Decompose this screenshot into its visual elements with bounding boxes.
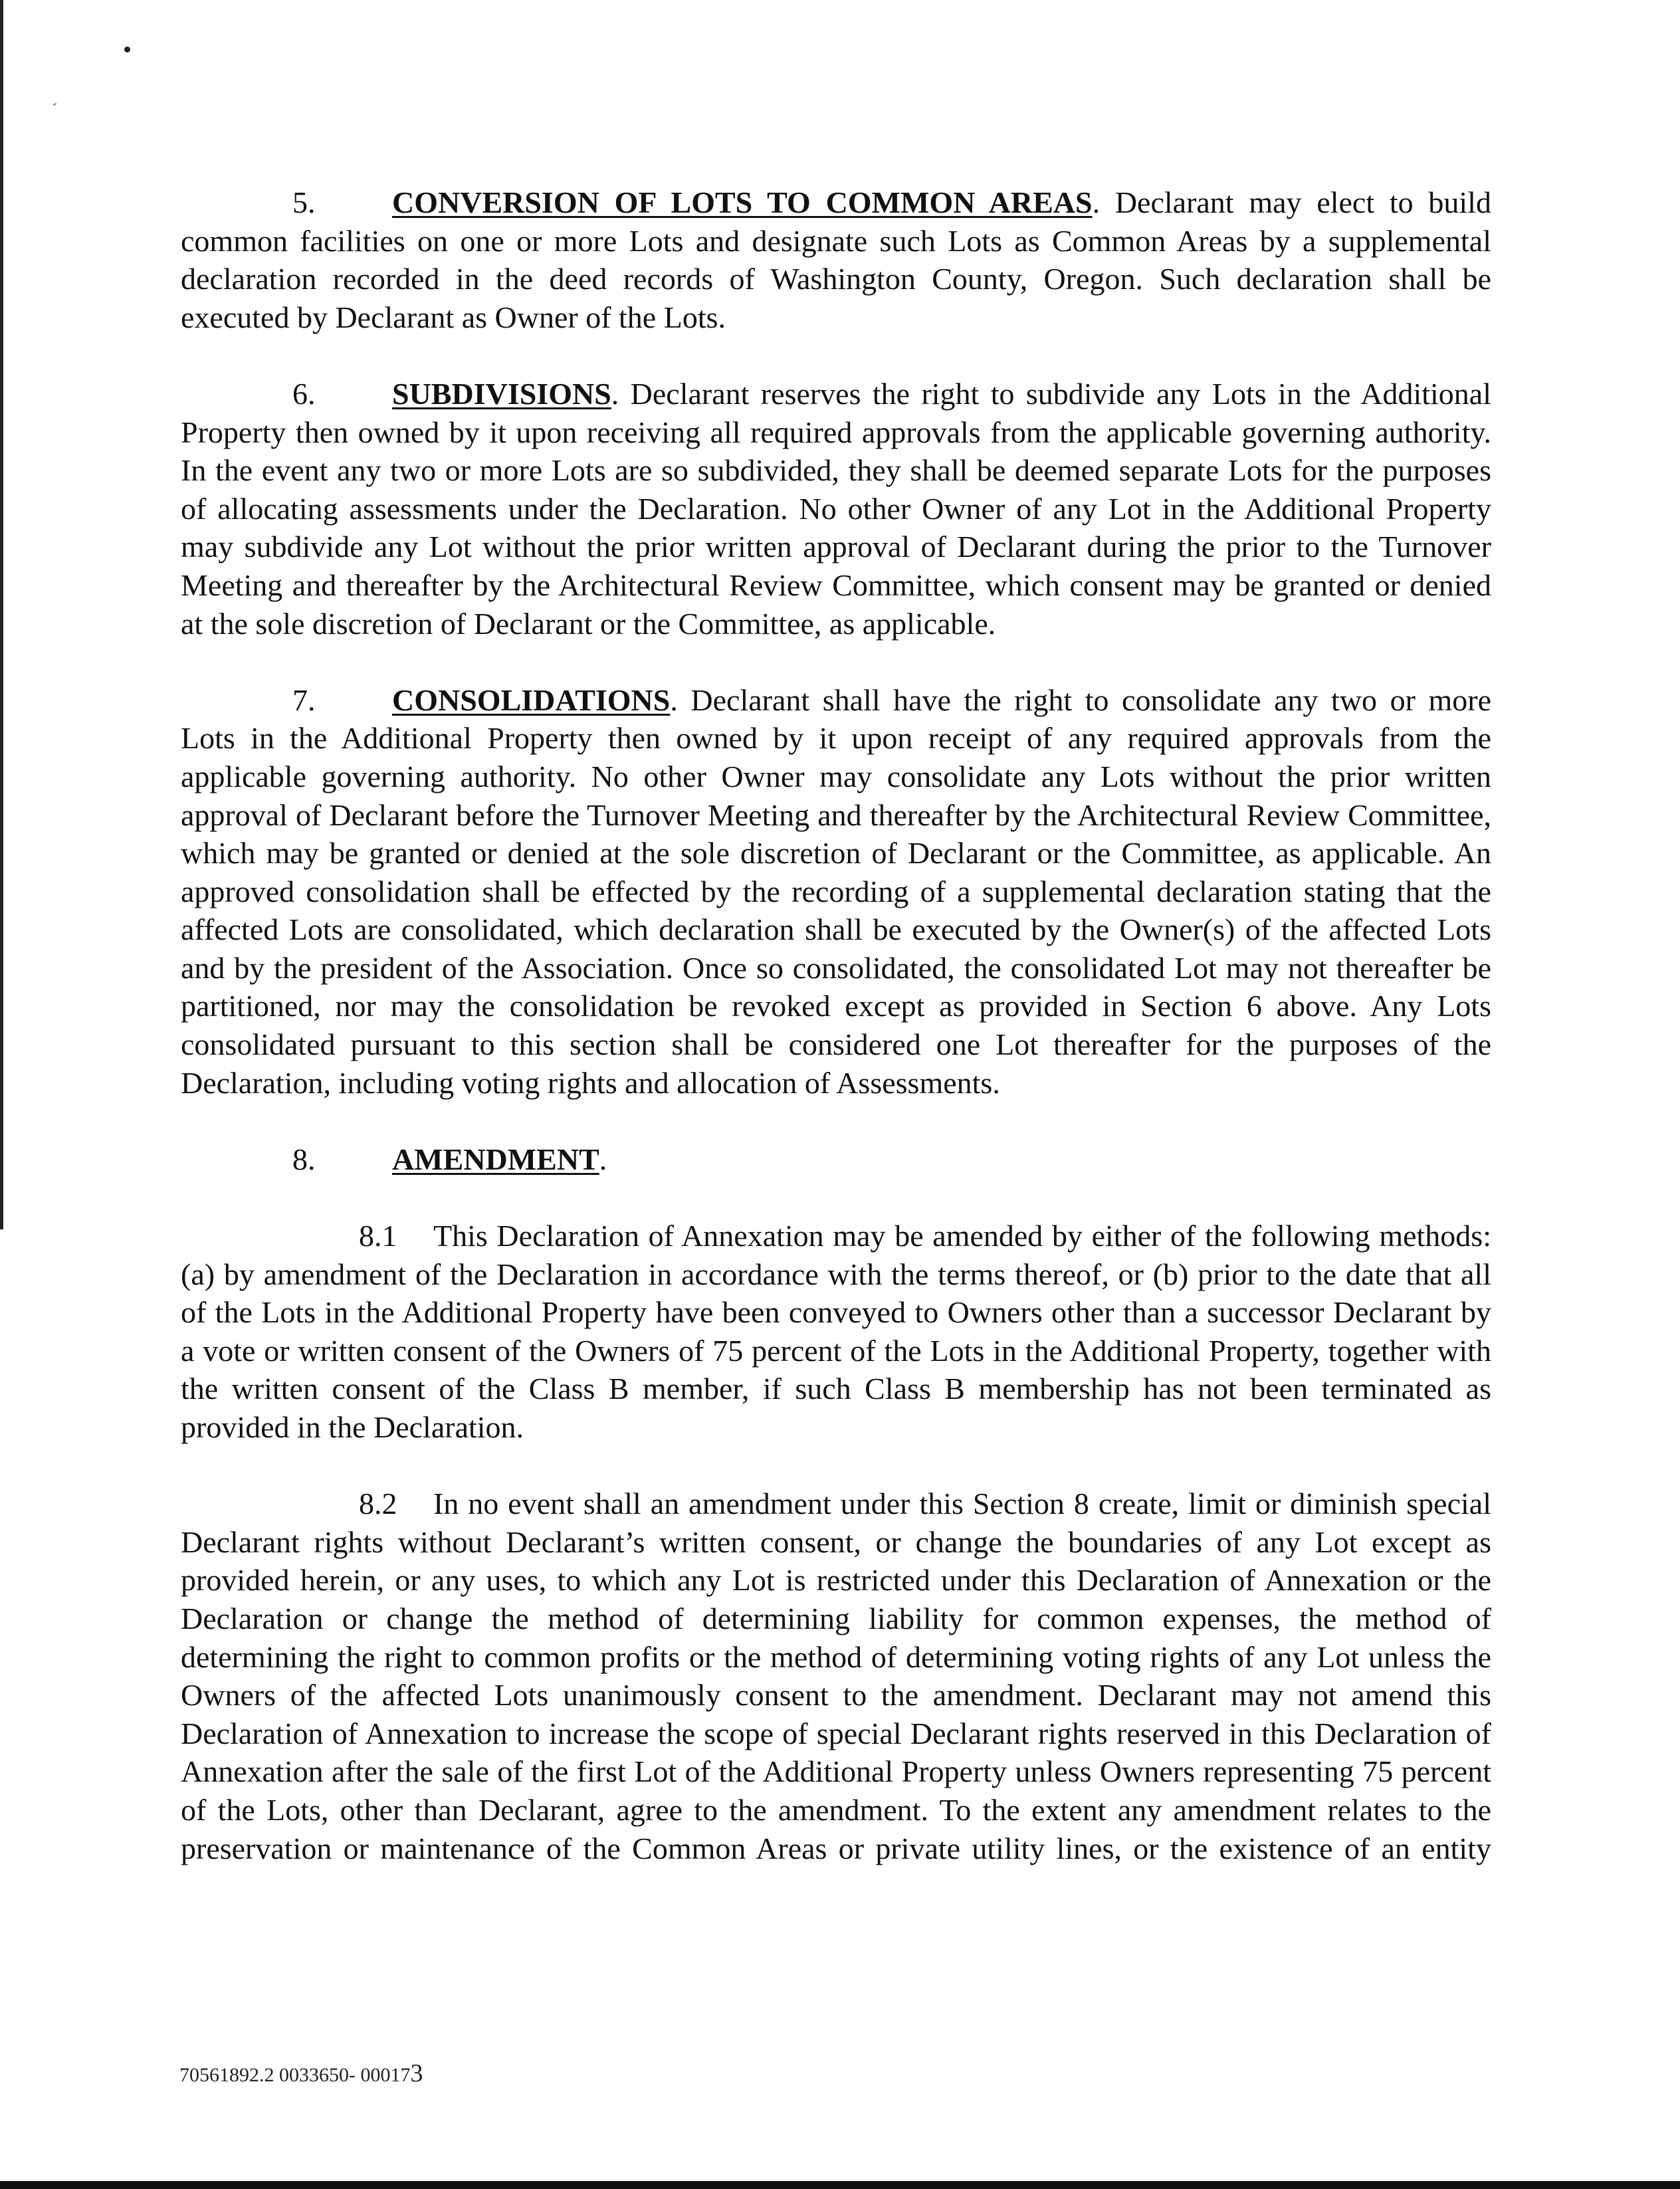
section-heading: SUBDIVISIONS: [392, 376, 611, 411]
section-6: [181, 375, 1491, 643]
subsection-text: This Declaration of Annexation may be amended by either of the following methods: (a) by amendment of the Declaration in accordance with the terms thereof, or (b) prior to the date that all of the Lots in the Additional Property have been conveyed to Owners other than a successor Declarant by a vote or written consent of the Owners of 75 percent of the Lots in the Additional Property, together with the written consent of the Class B member, if such Class B membership has not been terminated as provided in the Declaration.: [181, 1219, 1491, 1444]
section-number: 6.: [292, 376, 316, 411]
section-number: 5.: [292, 185, 316, 219]
section-text: . Declarant reserves the right to subdivide any Lots in the Additional Property then owned by it upon receiving all required approvals from the applicable governing authority. In the event any two or more Lots are so subdivided, they shall be deemed separate Lots for the purposes of allocating assessments under the Declaration. No other Owner of any Lot in the Additional Property may subdivide any Lot without the prior written approval of Declarant during the prior to the Turnover Meeting and thereafter by the Architectural Review Committee, which consent may be granted or denied at the sole discretion of Declarant or the Committee, as applicable.: [181, 376, 1491, 641]
section-7: [181, 681, 1491, 1102]
scan-dot: [124, 47, 130, 52]
subsection-8-1: [181, 1217, 1491, 1447]
scan-speck: [53, 103, 56, 106]
section-heading: CONSOLIDATIONS: [392, 682, 671, 717]
subsection-number: 8.2: [359, 1487, 397, 1521]
scan-edge-left: [0, 0, 3, 1229]
document-footer: [179, 2060, 423, 2089]
document-body: [181, 183, 1491, 1867]
footer-doc-id: 70561892.2 0033650- 00017: [179, 2064, 411, 2086]
section-text: . Declarant shall have the right to consolidate any two or more Lots in the Additional Property then owned by it upon receipt of any required approvals from the applicable governing authority. No other Owner may consolidate any Lots without the prior written approval of Declarant before the Turnover Meeting and thereafter by the Architectural Review Committee, which may be granted or denied at the sole discretion of Declarant or the Committee, as applicable. An approved consolidation shall be effected by the recording of a supplemental declaration stating that the affected Lots are consolidated, which declaration shall be executed by the Owner(s) of the affected Lots and by the president of the Association. Once so consolidated, the consolidated Lot may not thereafter be partitioned, nor may the consolidation be revoked except as provided in Section 6 above. Any Lots consolidated pursuant to this section shall be considered one Lot thereafter for the purposes of the Declaration, including voting rights and allocation of Assessments.: [181, 682, 1491, 1100]
subsection-8-2: [181, 1485, 1491, 1867]
section-number: 8.: [292, 1142, 316, 1176]
footer-page-mark: 3: [410, 2059, 423, 2087]
subsection-number: 8.1: [359, 1219, 397, 1253]
subsection-text: In no event shall an amendment under this Section 8 create, limit or diminish special Declarant rights without Declarant’s written consent, or change the boundaries of any Lot except as provided herein, or any uses, to which any Lot is restricted under this Declaration of Annexation or the Declaration or change the method of determining liability for common expenses, the method of determining the right to common profits or the method of determining voting rights of any Lot unless the Owners of the affected Lots unanimously consent to the amendment. Declarant may not amend this Declaration of Annexation to increase the scope of special Declarant rights reserved in this Declaration of Annexation after the sale of the first Lot of the Additional Property unless Owners representing 75 percent of the Lots, other than Declarant, agree to the amendment. To the extent any amendment relates to the preservation or maintenance of the Common Areas or private utility lines, or the existence of an entity: [181, 1487, 1491, 1865]
section-5: [181, 183, 1491, 336]
section-number: 7.: [292, 682, 316, 717]
section-text: .: [599, 1142, 607, 1176]
section-8: [181, 1140, 1491, 1179]
section-heading: CONVERSION OF LOTS TO COMMON AREAS: [392, 185, 1093, 219]
section-text: . Declarant may elect to build common facilities on one or more Lots and designate such Lots as Common Areas by a supplemental declaration recorded in the deed records of Washington County, Oregon. Such declaration shall be executed by Declarant as Owner of the Lots.: [181, 185, 1491, 334]
scan-edge-bottom: [0, 2181, 1680, 2189]
section-heading: AMENDMENT: [392, 1142, 599, 1176]
